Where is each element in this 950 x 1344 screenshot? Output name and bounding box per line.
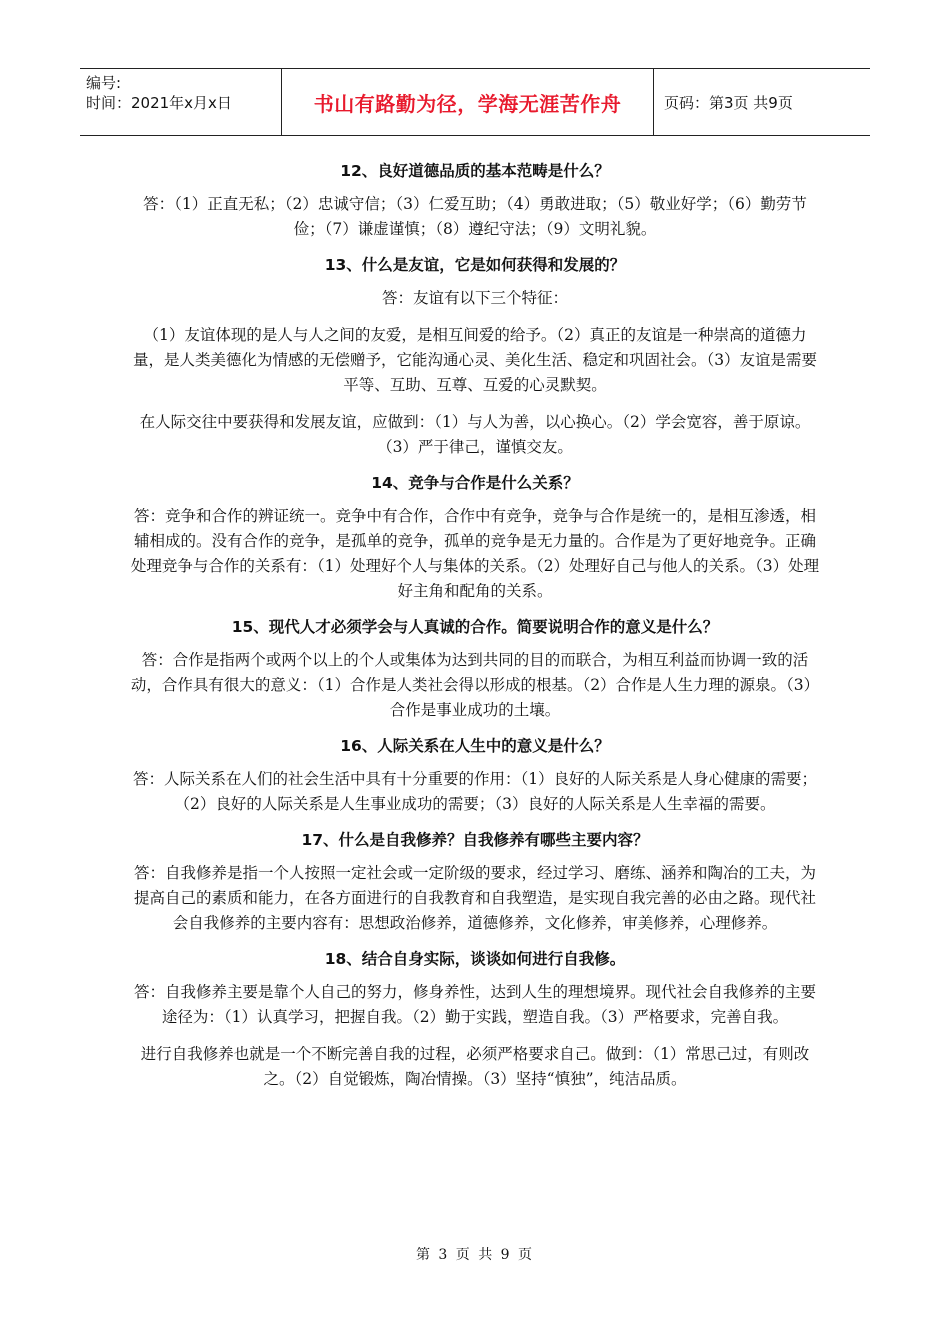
question-title: 14、竞争与合作是什么关系？: [371, 474, 579, 492]
document-body: [130, 150, 820, 1104]
section-q18: [130, 948, 820, 1092]
document-date: 时间：2021年x月x日: [86, 94, 232, 112]
section-q17: [130, 829, 820, 936]
answer-paragraph: 答：竞争和合作的辨证统一。竞争中有合作，合作中有竞争，竞争与合作是统一的，是相互渗透，相辅相成的。没有合作的竞争，是孤单的竞争，孤单的竞争是无力量的。合作是为了更好地竞争。正确处理竞争与合作的关系有：（1）处理好个人与集体的关系。（2）处理好自己与他人的关系。（3）处理好主角和配角的关系。: [130, 507, 820, 600]
answer-paragraph: 答：人际关系在人们的社会生活中具有十分重要的作用：（1）良好的人际关系是人身心健康的需要；（2）良好的人际关系是人生事业成功的需要；（3）良好的人际关系是人生幸福的需要。: [132, 770, 818, 813]
question-title: 13、什么是友谊，它是如何获得和发展的？: [324, 256, 626, 274]
question-title: 12、良好道德品质的基本范畴是什么？: [340, 162, 610, 180]
answer-paragraph: 进行自我修养也就是一个不断完善自我的过程，必须严格要求自己。做到：（1）常思己过，有则改之。（2）自觉锻炼，陶冶情操。（3）坚持“慎独”，纯洁品质。: [140, 1045, 810, 1088]
question-title: 16、人际关系在人生中的意义是什么？: [340, 737, 610, 755]
section-q12: [130, 160, 820, 242]
answer-paragraph: 答：友谊有以下三个特征：: [381, 289, 568, 307]
section-q15: [130, 616, 820, 723]
page-footer: 第 3 页 共 9 页: [415, 1247, 535, 1263]
answer-paragraph: 在人际交往中要获得和发展友谊，应做到：（1）与人为善，以心换心。（2）学会宽容，善于原谅。（3）严于律己，谨慎交友。: [139, 413, 811, 456]
answer-paragraph: 答：自我修养是指一个人按照一定社会或一定阶级的要求，经过学习、磨练、涵养和陶冶的工夫，为提高自己的素质和能力，在各方面进行的自我教育和自我塑造，是实现自我完善的必由之路。现代社会自我修养的主要内容有：思想政治修养，道德修养，文化修养，审美修养，心理修养。: [133, 864, 816, 932]
question-title: 17、什么是自我修养？自我修养有哪些主要内容？: [301, 831, 649, 849]
header-page-number: 页码：第3页 共9页: [664, 93, 793, 112]
section-q13: [130, 254, 820, 460]
answer-paragraph: 答：自我修养主要是靠个人自己的努力，修身养性，达到人生的理想境界。现代社会自我修养的主要途径为：（1）认真学习，把握自我。（2）勤于实践，塑造自我。（3）严格要求，完善自我。: [133, 983, 816, 1026]
question-title: 18、结合自身实际，谈谈如何进行自我修。: [324, 950, 626, 968]
answer-paragraph: （1）友谊体现的是人与人之间的友爱，是相互间爱的给予。（2）真正的友谊是一种崇高的道德力量，是人类美德化为情感的无偿赠予，它能沟通心灵、美化生活、稳定和巩固社会。（3）友谊是需要平等、互助、互尊、互爱的心灵默契。: [132, 326, 818, 394]
question-title: 15、现代人才必须学会与人真诚的合作。简要说明合作的意义是什么？: [231, 618, 719, 636]
section-q16: [130, 735, 820, 817]
answer-paragraph: 答：合作是指两个或两个以上的个人或集体为达到共同的目的而联合，为相互利益而协调一致的活动，合作具有很大的意义：（1）合作是人类社会得以形成的根基。（2）合作是人生力理的源泉。（3）合作是事业成功的土壤。: [130, 651, 820, 719]
answer-paragraph: 答：（1）正直无私；（2）忠诚守信；（3）仁爱互助；（4）勇敢进取；（5）敬业好学；（6）勤劳节俭；（7）谦虚谨慎；（8）遵纪守法；（9）文明礼貌。: [143, 195, 807, 238]
document-number: 编号:: [86, 74, 122, 92]
header-meta: [80, 69, 282, 135]
section-q14: [130, 472, 820, 604]
page-header: [80, 68, 870, 136]
header-motto-cell: [282, 69, 654, 135]
header-motto: 书山有路勤为径，学海无涯苦作舟: [313, 91, 622, 116]
